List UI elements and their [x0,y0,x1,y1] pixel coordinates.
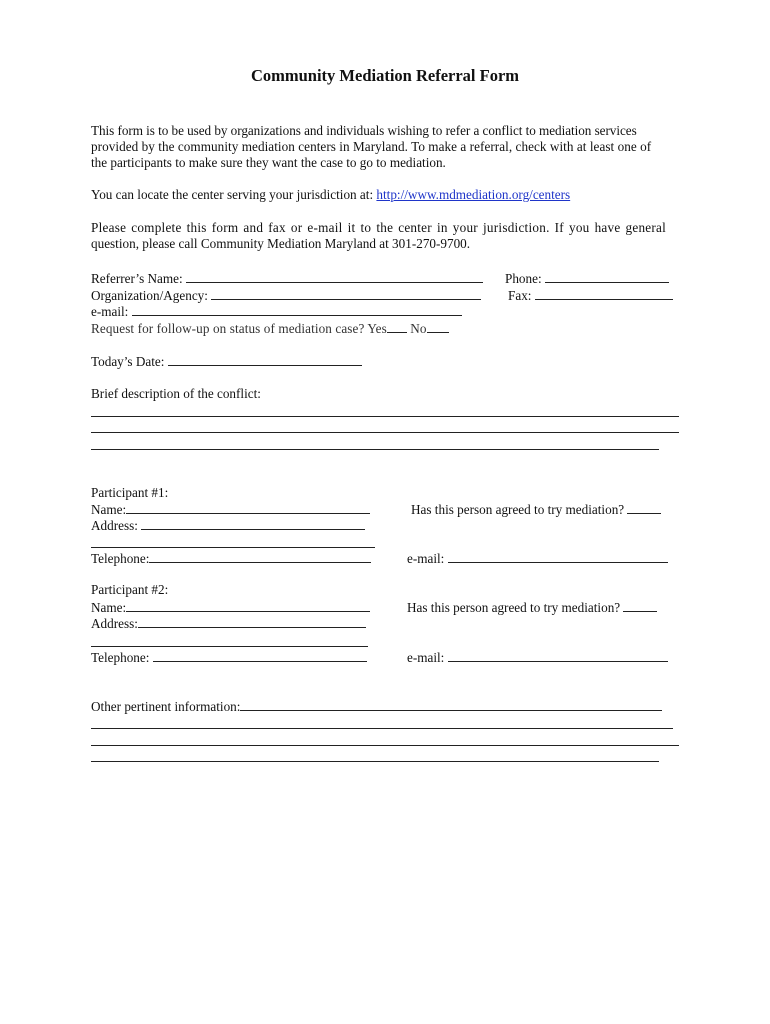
participant1-telephone-label: Telephone: [91,551,150,566]
description-label: Brief description of the conflict: [91,386,261,401]
instructions-line: Please complete this form and fax or e-mail it to the center in your jurisdiction. If you have general [91,220,667,235]
referrer-name-row [91,270,483,287]
participant2-address-line-2[interactable] [91,646,368,647]
participant2-telephone-label: Telephone: [91,650,150,665]
other-info-line-3[interactable] [91,745,679,746]
other-info-row [91,698,662,715]
referrer-phone-row [505,270,669,287]
instructions-line: question, please call Community Mediation Maryland at 301-270-9700. [91,236,471,251]
followup-no-field[interactable] [427,320,449,333]
participant2-agreed-label: Has this person agreed to try mediation? [407,600,621,615]
participant1-heading: Participant #1: [91,485,169,500]
referrer-email-row [91,303,462,320]
locate-label: You can locate the center serving your jurisdiction at: [91,187,377,202]
referrer-fax-label: Fax: [508,288,532,303]
intro-paragraph [91,123,681,171]
followup-label: Request for follow-up on status of mediation case? Yes [91,321,387,336]
referrer-name-label: Referrer’s Name: [91,271,183,286]
intro-line: provided by the community mediation centers in Maryland. To make a referral, check with at least one of [91,139,652,154]
organization-row [91,287,481,304]
participant2-telephone-row [91,649,367,666]
participant2-email-label: e-mail: [407,650,445,665]
participant1-email-label: e-mail: [407,551,445,566]
participant2-agreed-row [407,599,657,616]
other-info-line-4[interactable] [91,761,659,762]
other-info-field[interactable] [240,698,662,711]
referrer-fax-field[interactable] [535,287,673,300]
followup-yes-field[interactable] [387,320,407,333]
participant1-address-row [91,517,365,534]
participant2-address-label: Address: [91,616,138,631]
participant1-email-field[interactable] [448,550,668,563]
other-info-label: Other pertinent information: [91,699,241,714]
participant2-address-row [91,615,366,632]
participant2-name-label: Name: [91,600,127,615]
participant1-email-row [407,550,668,567]
participant1-name-field[interactable] [126,501,370,514]
participant2-email-field[interactable] [448,649,668,662]
participant2-name-field[interactable] [126,599,370,612]
date-row [91,353,362,370]
page-title: Community Mediation Referral Form [250,66,520,85]
followup-no-label: No [410,321,427,336]
participant1-agreed-field[interactable] [627,501,661,514]
participant1-agreed-row [411,501,661,518]
date-field[interactable] [168,353,362,366]
referrer-phone-label: Phone: [505,271,542,286]
referrer-phone-field[interactable] [545,270,669,283]
description-line-2[interactable] [91,432,679,433]
participant2-agreed-field[interactable] [623,599,657,612]
referrer-name-field[interactable] [186,270,483,283]
referrer-email-field[interactable] [132,303,462,316]
participant1-agreed-label: Has this person agreed to try mediation? [411,502,625,517]
participant2-name-row [91,599,370,616]
date-label: Today’s Date: [91,354,165,369]
description-line-1[interactable] [91,416,679,417]
participant2-heading: Participant #2: [91,582,169,597]
participant1-address-field[interactable] [141,517,365,530]
other-info-line-2[interactable] [91,728,673,729]
participant2-address-field[interactable] [138,615,366,628]
participant1-address-line-2[interactable] [91,547,375,548]
followup-row [91,320,449,337]
instructions-paragraph [91,220,681,252]
participant1-name-label: Name: [91,502,127,517]
organization-label: Organization/Agency: [91,288,208,303]
intro-line: This form is to be used by organizations and individuals wishing to refer a conflict to mediation services [91,123,637,138]
locate-center-text [91,187,570,203]
intro-line: the participants to make sure they want the case to go to mediation. [91,155,446,170]
participant2-email-row [407,649,668,666]
participant1-telephone-field[interactable] [149,550,371,563]
participant2-telephone-field[interactable] [153,649,367,662]
participant1-name-row [91,501,370,518]
participant1-telephone-row [91,550,371,567]
organization-field[interactable] [211,287,481,300]
referrer-email-label: e-mail: [91,304,129,319]
description-line-3[interactable] [91,449,659,450]
centers-link[interactable]: http://www.mdmediation.org/centers [376,187,571,202]
participant1-address-label: Address: [91,518,138,533]
referrer-fax-row [508,287,673,304]
